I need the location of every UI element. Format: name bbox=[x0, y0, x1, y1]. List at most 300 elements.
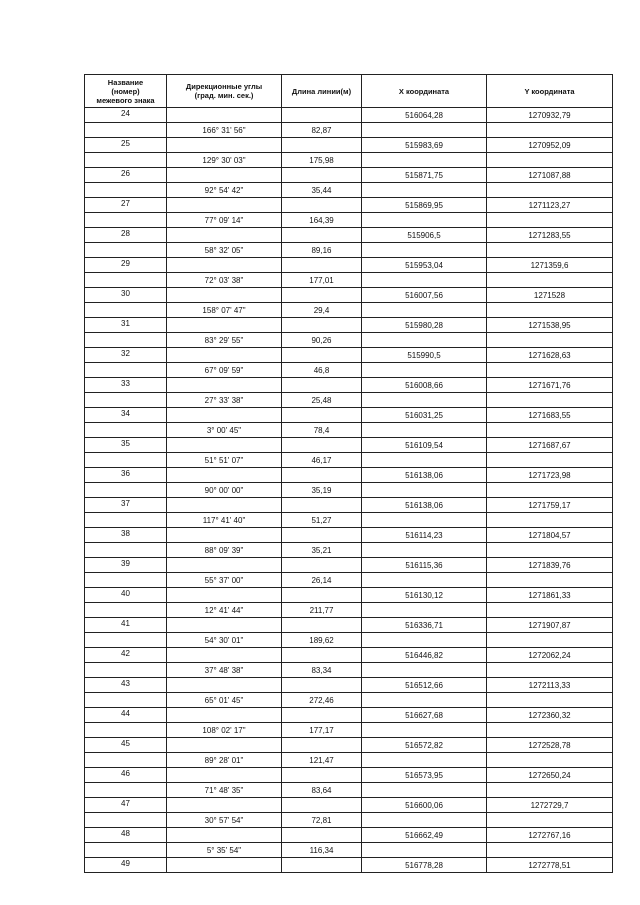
point-row bbox=[85, 708, 613, 723]
segment-row bbox=[85, 753, 613, 768]
point-number: 46 bbox=[85, 768, 167, 783]
empty-cell bbox=[362, 213, 487, 228]
direction-angle: 83° 29' 55" bbox=[167, 333, 282, 348]
empty-cell bbox=[167, 198, 282, 213]
empty-cell bbox=[487, 183, 613, 198]
empty-cell bbox=[282, 168, 362, 183]
empty-cell bbox=[282, 768, 362, 783]
empty-cell bbox=[282, 438, 362, 453]
empty-cell bbox=[167, 438, 282, 453]
y-coordinate: 1271683,55 bbox=[487, 408, 613, 423]
empty-cell bbox=[85, 453, 167, 468]
point-number: 37 bbox=[85, 498, 167, 513]
point-number: 49 bbox=[85, 858, 167, 873]
empty-cell bbox=[167, 258, 282, 273]
point-number: 35 bbox=[85, 438, 167, 453]
x-coordinate: 516572,82 bbox=[362, 738, 487, 753]
empty-cell bbox=[85, 183, 167, 198]
segment-row bbox=[85, 423, 613, 438]
empty-cell bbox=[282, 588, 362, 603]
y-coordinate: 1272778,51 bbox=[487, 858, 613, 873]
x-coordinate: 516600,06 bbox=[362, 798, 487, 813]
segment-row bbox=[85, 303, 613, 318]
empty-cell bbox=[85, 633, 167, 648]
direction-angle: 108° 02' 17" bbox=[167, 723, 282, 738]
line-length: 164,39 bbox=[282, 213, 362, 228]
direction-angle: 166° 31' 56" bbox=[167, 123, 282, 138]
empty-cell bbox=[167, 618, 282, 633]
direction-angle: 89° 28' 01" bbox=[167, 753, 282, 768]
x-coordinate: 516446,82 bbox=[362, 648, 487, 663]
point-number: 34 bbox=[85, 408, 167, 423]
empty-cell bbox=[167, 498, 282, 513]
segment-row bbox=[85, 573, 613, 588]
y-coordinate: 1271123,27 bbox=[487, 198, 613, 213]
x-coordinate: 516007,56 bbox=[362, 288, 487, 303]
y-coordinate: 1272113,33 bbox=[487, 678, 613, 693]
table-header-row bbox=[85, 75, 613, 108]
direction-angle: 77° 09' 14" bbox=[167, 213, 282, 228]
empty-cell bbox=[362, 243, 487, 258]
line-length: 72,81 bbox=[282, 813, 362, 828]
empty-cell bbox=[85, 843, 167, 858]
direction-angle: 12° 41' 44" bbox=[167, 603, 282, 618]
line-length: 121,47 bbox=[282, 753, 362, 768]
empty-cell bbox=[487, 153, 613, 168]
point-number: 30 bbox=[85, 288, 167, 303]
point-row bbox=[85, 318, 613, 333]
empty-cell bbox=[487, 273, 613, 288]
header-x-coordinate: X координата bbox=[362, 75, 487, 108]
y-coordinate: 1272767,16 bbox=[487, 828, 613, 843]
empty-cell bbox=[167, 108, 282, 123]
y-coordinate: 1271628,63 bbox=[487, 348, 613, 363]
x-coordinate: 515869,95 bbox=[362, 198, 487, 213]
header-line-length: Длина линии(м) bbox=[282, 75, 362, 108]
empty-cell bbox=[487, 603, 613, 618]
point-row bbox=[85, 498, 613, 513]
empty-cell bbox=[362, 183, 487, 198]
x-coordinate: 515980,28 bbox=[362, 318, 487, 333]
empty-cell bbox=[282, 798, 362, 813]
line-length: 35,19 bbox=[282, 483, 362, 498]
x-coordinate: 516138,06 bbox=[362, 498, 487, 513]
x-coordinate: 516573,95 bbox=[362, 768, 487, 783]
empty-cell bbox=[282, 738, 362, 753]
empty-cell bbox=[362, 813, 487, 828]
segment-row bbox=[85, 333, 613, 348]
empty-cell bbox=[487, 783, 613, 798]
point-row bbox=[85, 108, 613, 123]
direction-angle: 3° 00' 45" bbox=[167, 423, 282, 438]
point-number: 24 bbox=[85, 108, 167, 123]
empty-cell bbox=[167, 588, 282, 603]
empty-cell bbox=[167, 138, 282, 153]
empty-cell bbox=[167, 768, 282, 783]
direction-angle: 65° 01' 45" bbox=[167, 693, 282, 708]
empty-cell bbox=[85, 423, 167, 438]
empty-cell bbox=[167, 528, 282, 543]
empty-cell bbox=[85, 393, 167, 408]
point-row bbox=[85, 648, 613, 663]
empty-cell bbox=[362, 333, 487, 348]
line-length: 83,64 bbox=[282, 783, 362, 798]
line-length: 211,77 bbox=[282, 603, 362, 618]
segment-row bbox=[85, 213, 613, 228]
y-coordinate: 1271723,98 bbox=[487, 468, 613, 483]
line-length: 29,4 bbox=[282, 303, 362, 318]
empty-cell bbox=[167, 228, 282, 243]
empty-cell bbox=[167, 828, 282, 843]
line-length: 35,44 bbox=[282, 183, 362, 198]
direction-angle: 27° 33' 38" bbox=[167, 393, 282, 408]
x-coordinate: 515990,5 bbox=[362, 348, 487, 363]
y-coordinate: 1271283,55 bbox=[487, 228, 613, 243]
point-row bbox=[85, 228, 613, 243]
direction-angle: 72° 03' 38" bbox=[167, 273, 282, 288]
point-row bbox=[85, 468, 613, 483]
direction-angle: 54° 30' 01" bbox=[167, 633, 282, 648]
empty-cell bbox=[362, 783, 487, 798]
point-row bbox=[85, 828, 613, 843]
x-coordinate: 516008,66 bbox=[362, 378, 487, 393]
point-number: 43 bbox=[85, 678, 167, 693]
point-number: 39 bbox=[85, 558, 167, 573]
line-length: 89,16 bbox=[282, 243, 362, 258]
empty-cell bbox=[282, 528, 362, 543]
empty-cell bbox=[487, 453, 613, 468]
direction-angle: 117° 41' 40" bbox=[167, 513, 282, 528]
y-coordinate: 1271528 bbox=[487, 288, 613, 303]
empty-cell bbox=[282, 288, 362, 303]
segment-row bbox=[85, 453, 613, 468]
line-length: 83,34 bbox=[282, 663, 362, 678]
point-row bbox=[85, 528, 613, 543]
empty-cell bbox=[487, 753, 613, 768]
x-coordinate: 515871,75 bbox=[362, 168, 487, 183]
x-coordinate: 516662,49 bbox=[362, 828, 487, 843]
empty-cell bbox=[362, 273, 487, 288]
empty-cell bbox=[167, 468, 282, 483]
empty-cell bbox=[487, 213, 613, 228]
empty-cell bbox=[487, 333, 613, 348]
y-coordinate: 1271759,17 bbox=[487, 498, 613, 513]
table-body bbox=[85, 108, 613, 873]
empty-cell bbox=[487, 573, 613, 588]
point-number: 36 bbox=[85, 468, 167, 483]
point-row bbox=[85, 558, 613, 573]
point-row bbox=[85, 168, 613, 183]
empty-cell bbox=[282, 828, 362, 843]
header-point-name: Название (номер) межевого знака bbox=[85, 75, 167, 108]
x-coordinate: 516064,28 bbox=[362, 108, 487, 123]
empty-cell bbox=[85, 363, 167, 378]
point-number: 26 bbox=[85, 168, 167, 183]
empty-cell bbox=[167, 288, 282, 303]
empty-cell bbox=[487, 843, 613, 858]
empty-cell bbox=[85, 783, 167, 798]
empty-cell bbox=[167, 708, 282, 723]
segment-row bbox=[85, 843, 613, 858]
direction-angle: 158° 07' 47" bbox=[167, 303, 282, 318]
line-length: 26,14 bbox=[282, 573, 362, 588]
header-y-coordinate: Y координата bbox=[487, 75, 613, 108]
y-coordinate: 1272360,32 bbox=[487, 708, 613, 723]
point-row bbox=[85, 258, 613, 273]
empty-cell bbox=[167, 318, 282, 333]
point-row bbox=[85, 588, 613, 603]
x-coordinate: 515983,69 bbox=[362, 138, 487, 153]
empty-cell bbox=[85, 663, 167, 678]
point-number: 32 bbox=[85, 348, 167, 363]
direction-angle: 5° 35' 54" bbox=[167, 843, 282, 858]
empty-cell bbox=[85, 243, 167, 258]
empty-cell bbox=[487, 813, 613, 828]
y-coordinate: 1270932,79 bbox=[487, 108, 613, 123]
empty-cell bbox=[282, 318, 362, 333]
segment-row bbox=[85, 693, 613, 708]
empty-cell bbox=[85, 813, 167, 828]
line-length: 90,26 bbox=[282, 333, 362, 348]
empty-cell bbox=[85, 693, 167, 708]
empty-cell bbox=[362, 513, 487, 528]
x-coordinate: 516031,25 bbox=[362, 408, 487, 423]
x-coordinate: 516115,36 bbox=[362, 558, 487, 573]
empty-cell bbox=[282, 498, 362, 513]
empty-cell bbox=[362, 123, 487, 138]
direction-angle: 67° 09' 59" bbox=[167, 363, 282, 378]
empty-cell bbox=[362, 303, 487, 318]
point-row bbox=[85, 618, 613, 633]
line-length: 272,46 bbox=[282, 693, 362, 708]
empty-cell bbox=[282, 378, 362, 393]
empty-cell bbox=[282, 858, 362, 873]
empty-cell bbox=[282, 618, 362, 633]
segment-row bbox=[85, 663, 613, 678]
empty-cell bbox=[282, 408, 362, 423]
x-coordinate: 516114,23 bbox=[362, 528, 487, 543]
empty-cell bbox=[487, 243, 613, 258]
point-row bbox=[85, 348, 613, 363]
point-number: 29 bbox=[85, 258, 167, 273]
empty-cell bbox=[362, 633, 487, 648]
line-length: 46,8 bbox=[282, 363, 362, 378]
empty-cell bbox=[487, 303, 613, 318]
empty-cell bbox=[362, 573, 487, 588]
empty-cell bbox=[362, 363, 487, 378]
point-number: 45 bbox=[85, 738, 167, 753]
empty-cell bbox=[487, 483, 613, 498]
segment-row bbox=[85, 723, 613, 738]
line-length: 25,48 bbox=[282, 393, 362, 408]
segment-row bbox=[85, 813, 613, 828]
empty-cell bbox=[487, 723, 613, 738]
line-length: 189,62 bbox=[282, 633, 362, 648]
point-number: 48 bbox=[85, 828, 167, 843]
segment-row bbox=[85, 513, 613, 528]
empty-cell bbox=[282, 348, 362, 363]
empty-cell bbox=[85, 723, 167, 738]
empty-cell bbox=[362, 453, 487, 468]
empty-cell bbox=[85, 153, 167, 168]
segment-row bbox=[85, 153, 613, 168]
empty-cell bbox=[487, 123, 613, 138]
direction-angle: 88° 09' 39" bbox=[167, 543, 282, 558]
direction-angle: 37° 48' 38" bbox=[167, 663, 282, 678]
point-number: 42 bbox=[85, 648, 167, 663]
x-coordinate: 515953,04 bbox=[362, 258, 487, 273]
point-number: 28 bbox=[85, 228, 167, 243]
empty-cell bbox=[282, 258, 362, 273]
empty-cell bbox=[282, 468, 362, 483]
empty-cell bbox=[85, 303, 167, 318]
empty-cell bbox=[167, 858, 282, 873]
point-number: 33 bbox=[85, 378, 167, 393]
point-row bbox=[85, 798, 613, 813]
y-coordinate: 1271087,88 bbox=[487, 168, 613, 183]
empty-cell bbox=[282, 228, 362, 243]
empty-cell bbox=[85, 213, 167, 228]
empty-cell bbox=[167, 558, 282, 573]
segment-row bbox=[85, 393, 613, 408]
line-length: 35,21 bbox=[282, 543, 362, 558]
empty-cell bbox=[85, 513, 167, 528]
segment-row bbox=[85, 783, 613, 798]
y-coordinate: 1270952,09 bbox=[487, 138, 613, 153]
x-coordinate: 516109,54 bbox=[362, 438, 487, 453]
empty-cell bbox=[362, 543, 487, 558]
x-coordinate: 515906,5 bbox=[362, 228, 487, 243]
point-row bbox=[85, 138, 613, 153]
empty-cell bbox=[167, 348, 282, 363]
empty-cell bbox=[85, 573, 167, 588]
x-coordinate: 516778,28 bbox=[362, 858, 487, 873]
empty-cell bbox=[487, 633, 613, 648]
empty-cell bbox=[167, 168, 282, 183]
point-row bbox=[85, 438, 613, 453]
empty-cell bbox=[167, 378, 282, 393]
segment-row bbox=[85, 123, 613, 138]
x-coordinate: 516627,68 bbox=[362, 708, 487, 723]
y-coordinate: 1271359,6 bbox=[487, 258, 613, 273]
x-coordinate: 516130,12 bbox=[362, 588, 487, 603]
line-length: 78,4 bbox=[282, 423, 362, 438]
empty-cell bbox=[362, 603, 487, 618]
empty-cell bbox=[362, 483, 487, 498]
direction-angle: 129° 30' 03" bbox=[167, 153, 282, 168]
empty-cell bbox=[85, 603, 167, 618]
y-coordinate: 1271804,57 bbox=[487, 528, 613, 543]
empty-cell bbox=[85, 543, 167, 558]
empty-cell bbox=[362, 723, 487, 738]
boundary-coordinates-table bbox=[84, 74, 613, 873]
segment-row bbox=[85, 363, 613, 378]
empty-cell bbox=[362, 693, 487, 708]
empty-cell bbox=[167, 738, 282, 753]
direction-angle: 55° 37' 00" bbox=[167, 573, 282, 588]
y-coordinate: 1271538,95 bbox=[487, 318, 613, 333]
point-row bbox=[85, 198, 613, 213]
y-coordinate: 1271687,67 bbox=[487, 438, 613, 453]
empty-cell bbox=[487, 543, 613, 558]
point-row bbox=[85, 408, 613, 423]
empty-cell bbox=[85, 123, 167, 138]
empty-cell bbox=[85, 483, 167, 498]
point-number: 40 bbox=[85, 588, 167, 603]
point-number: 44 bbox=[85, 708, 167, 723]
point-row bbox=[85, 678, 613, 693]
point-row bbox=[85, 378, 613, 393]
segment-row bbox=[85, 483, 613, 498]
point-number: 38 bbox=[85, 528, 167, 543]
empty-cell bbox=[362, 843, 487, 858]
empty-cell bbox=[487, 663, 613, 678]
empty-cell bbox=[282, 708, 362, 723]
empty-cell bbox=[167, 678, 282, 693]
y-coordinate: 1271839,76 bbox=[487, 558, 613, 573]
empty-cell bbox=[487, 393, 613, 408]
empty-cell bbox=[167, 408, 282, 423]
point-number: 25 bbox=[85, 138, 167, 153]
empty-cell bbox=[487, 513, 613, 528]
segment-row bbox=[85, 273, 613, 288]
direction-angle: 30° 57' 54" bbox=[167, 813, 282, 828]
y-coordinate: 1271861,33 bbox=[487, 588, 613, 603]
point-number: 41 bbox=[85, 618, 167, 633]
x-coordinate: 516138,06 bbox=[362, 468, 487, 483]
segment-row bbox=[85, 633, 613, 648]
segment-row bbox=[85, 543, 613, 558]
empty-cell bbox=[167, 798, 282, 813]
empty-cell bbox=[282, 648, 362, 663]
direction-angle: 92° 54' 42" bbox=[167, 183, 282, 198]
line-length: 116,34 bbox=[282, 843, 362, 858]
point-number: 31 bbox=[85, 318, 167, 333]
point-row bbox=[85, 738, 613, 753]
y-coordinate: 1272062,24 bbox=[487, 648, 613, 663]
empty-cell bbox=[362, 423, 487, 438]
line-length: 177,01 bbox=[282, 273, 362, 288]
header-direction-angle: Дирекционные углы (град. мин. сек.) bbox=[167, 75, 282, 108]
empty-cell bbox=[282, 138, 362, 153]
empty-cell bbox=[487, 363, 613, 378]
direction-angle: 58° 32' 05" bbox=[167, 243, 282, 258]
segment-row bbox=[85, 183, 613, 198]
point-number: 27 bbox=[85, 198, 167, 213]
x-coordinate: 516512,66 bbox=[362, 678, 487, 693]
empty-cell bbox=[282, 678, 362, 693]
empty-cell bbox=[282, 108, 362, 123]
empty-cell bbox=[85, 753, 167, 768]
point-number: 47 bbox=[85, 798, 167, 813]
segment-row bbox=[85, 603, 613, 618]
line-length: 46,17 bbox=[282, 453, 362, 468]
empty-cell bbox=[362, 663, 487, 678]
y-coordinate: 1271907,87 bbox=[487, 618, 613, 633]
x-coordinate: 516336,71 bbox=[362, 618, 487, 633]
empty-cell bbox=[362, 753, 487, 768]
empty-cell bbox=[85, 333, 167, 348]
empty-cell bbox=[362, 393, 487, 408]
empty-cell bbox=[167, 648, 282, 663]
line-length: 175,98 bbox=[282, 153, 362, 168]
line-length: 82,87 bbox=[282, 123, 362, 138]
empty-cell bbox=[362, 153, 487, 168]
y-coordinate: 1272729,7 bbox=[487, 798, 613, 813]
empty-cell bbox=[282, 198, 362, 213]
point-row bbox=[85, 768, 613, 783]
y-coordinate: 1272650,24 bbox=[487, 768, 613, 783]
